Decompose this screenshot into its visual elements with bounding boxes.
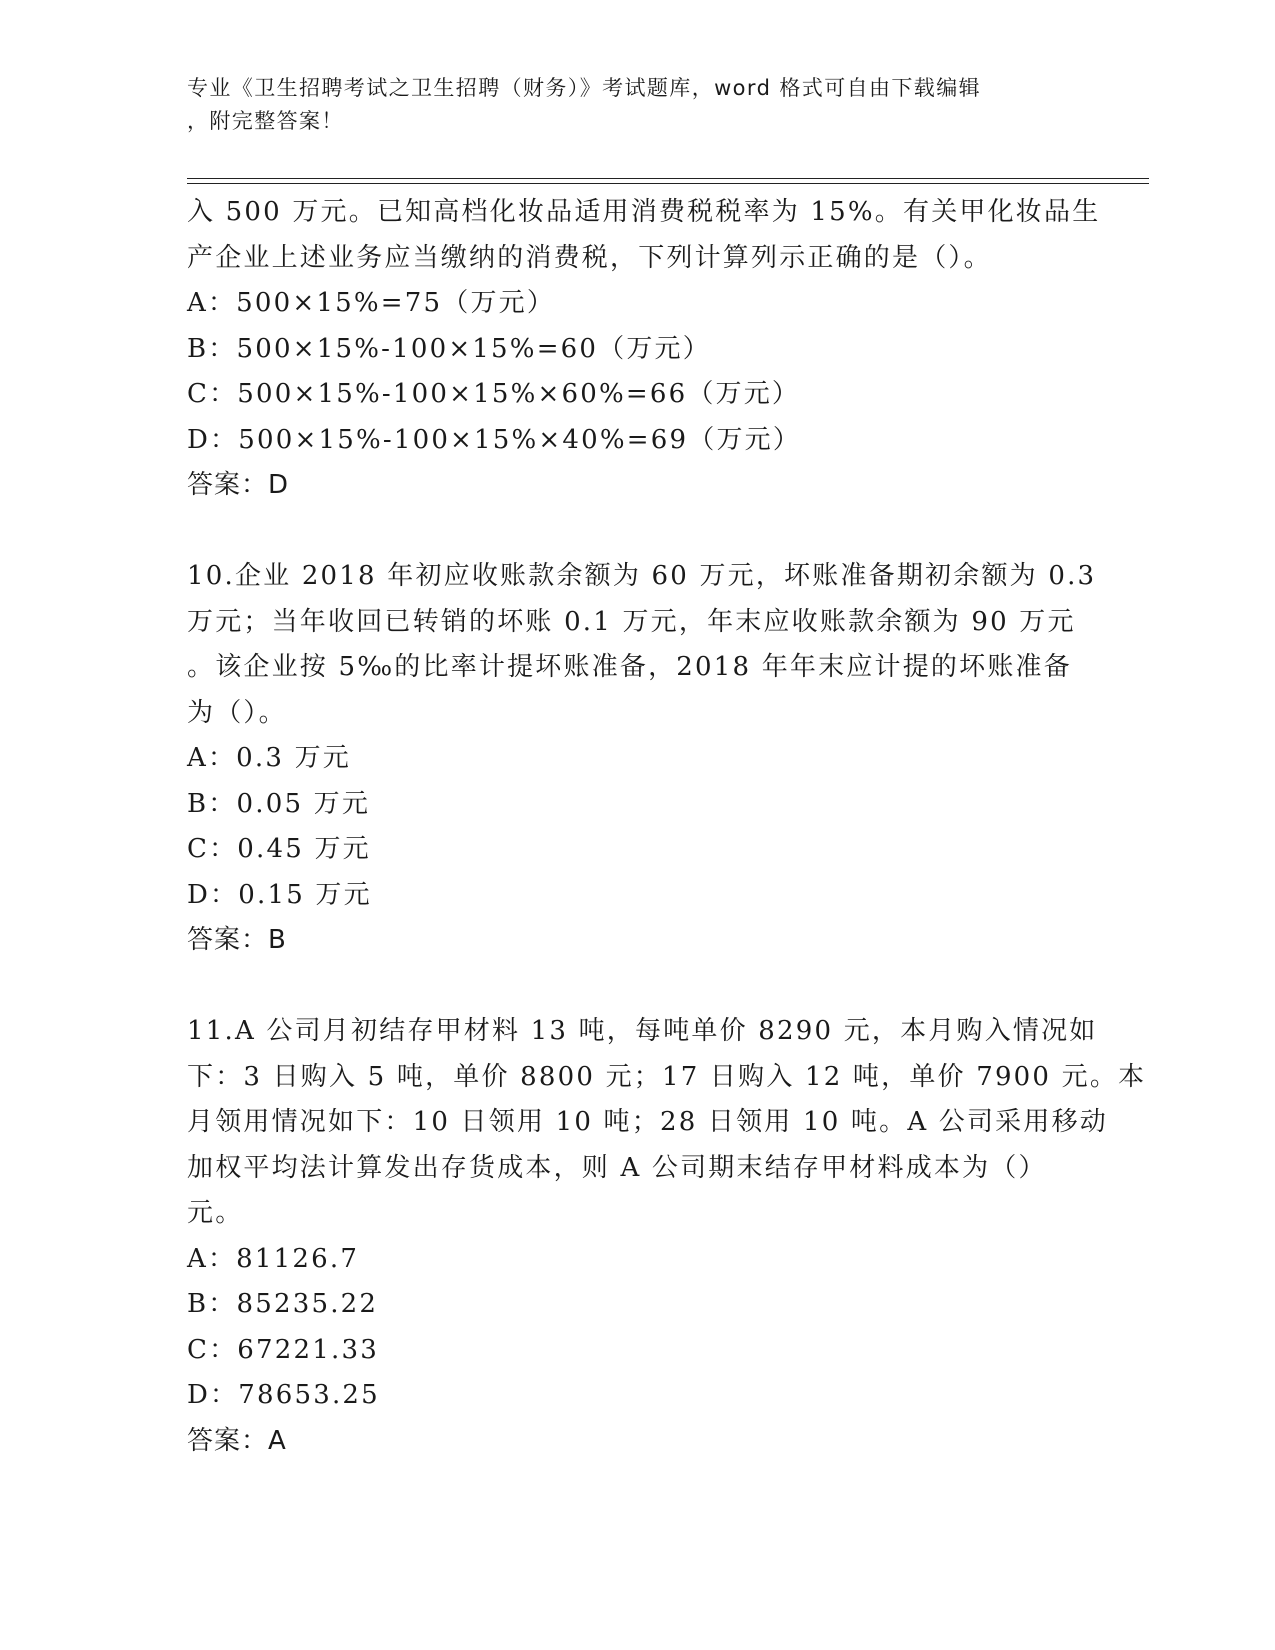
- option-d: D：78653.25: [187, 1380, 380, 1410]
- question-11: [187, 1009, 1147, 1464]
- document-body: [187, 190, 1147, 1464]
- answer-label: 答案：D: [187, 470, 290, 500]
- option-b: B：85235.22: [187, 1289, 379, 1319]
- question-stem-line: 。该企业按 5‰的比率计提坏账准备，2018 年年末应计提的坏账准备: [187, 652, 1072, 682]
- question-stem-line: 产企业上述业务应当缴纳的消费税，下列计算列示正确的是（）。: [187, 242, 992, 273]
- option-b: B：0.05 万元: [187, 788, 371, 819]
- question-10: [187, 554, 1097, 964]
- answer-label: 答案：B: [187, 925, 287, 955]
- option-a: A：81126.7: [187, 1243, 360, 1274]
- header-line: ，附完整答案！: [187, 109, 344, 133]
- option-c: C：0.45 万元: [187, 834, 371, 864]
- question-stem-line: 入 500 万元。已知高档化妆品适用消费税税率为 15%。有关甲化妆品生: [187, 197, 1101, 227]
- spacer: [187, 509, 1087, 555]
- question-stem-line: 下：3 日购入 5 吨，单价 8800 元；17 日购入 12 吨，单价 7900 元。本: [187, 1061, 1147, 1092]
- answer-label: 答案：A: [187, 1425, 287, 1456]
- option-c: C：67221.33: [187, 1334, 379, 1365]
- question-stem-line: 10.企业 2018 年初应收账款余额为 60 万元，坏账准备期初余额为 0.3: [187, 561, 1097, 591]
- option-a: A：500×15%=75（万元）: [187, 288, 556, 318]
- question-stem-line: 万元；当年收回已转销的坏账 0.1 万元，年末应收账款余额为 90 万元: [187, 606, 1076, 637]
- option-b: B：500×15%-100×15%=60（万元）: [187, 333, 711, 364]
- option-c: C：500×15%-100×15%×60%=66（万元）: [187, 379, 801, 409]
- spacer: [187, 964, 1087, 1010]
- question-9: [187, 190, 1101, 509]
- question-stem-line: 为（）。: [187, 697, 287, 728]
- document-header: [187, 72, 1087, 138]
- header-line: 专业《卫生招聘考试之卫生招聘（财务）》考试题库，word 格式可自由下载编辑: [187, 76, 981, 100]
- header-divider-top: [187, 178, 1149, 179]
- option-a: A：0.3 万元: [187, 743, 351, 773]
- question-stem-line: 月领用情况如下：10 日领用 10 吨；28 日领用 10 吨。A 公司采用移动: [187, 1107, 1108, 1137]
- option-d: D：500×15%-100×15%×40%=69（万元）: [187, 424, 802, 455]
- question-stem-line: 11.A 公司月初结存甲材料 13 吨，每吨单价 8290 元，本月购入情况如: [187, 1016, 1098, 1046]
- question-stem-line: 加权平均法计算发出存货成本，则 A 公司期末结存甲材料成本为（）: [187, 1152, 1047, 1183]
- question-stem-line: 元。: [187, 1198, 244, 1228]
- option-d: D：0.15 万元: [187, 879, 372, 910]
- header-divider-bottom: [187, 183, 1149, 184]
